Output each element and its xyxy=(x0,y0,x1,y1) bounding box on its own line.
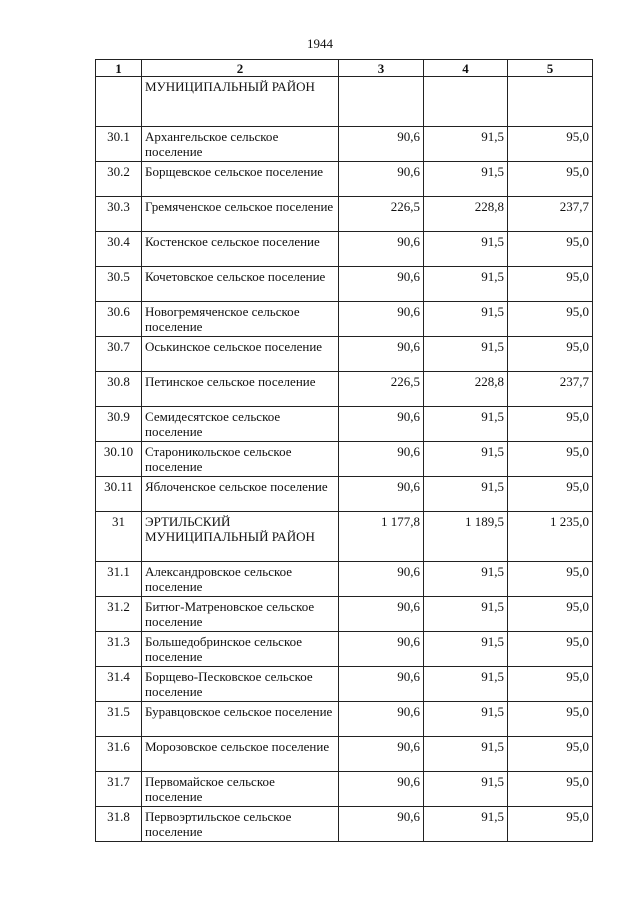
row-value-col3 xyxy=(339,77,424,127)
row-value-col4: 91,5 xyxy=(424,302,508,337)
row-value-col3: 90,6 xyxy=(339,267,424,302)
row-value-col5: 95,0 xyxy=(508,337,593,372)
row-value-col5: 95,0 xyxy=(508,442,593,477)
row-name: Борщевское сельское поселение xyxy=(142,162,339,197)
table-row xyxy=(96,407,593,442)
page-number: 1944 xyxy=(307,36,333,51)
budget-table xyxy=(95,59,593,842)
row-value-col3: 90,6 xyxy=(339,597,424,632)
table-row xyxy=(96,442,593,477)
row-value-col3: 90,6 xyxy=(339,337,424,372)
row-name: Морозовское сельское поселение xyxy=(142,737,339,772)
table-row xyxy=(96,597,593,632)
row-code: 30.10 xyxy=(96,442,142,477)
row-value-col3: 226,5 xyxy=(339,197,424,232)
row-name: Новогремяченское сельское поселение xyxy=(142,302,339,337)
row-value-col4: 91,5 xyxy=(424,337,508,372)
table-row xyxy=(96,267,593,302)
row-value-col5: 95,0 xyxy=(508,737,593,772)
row-name: Староникольское сельское поселение xyxy=(142,442,339,477)
row-value-col5: 95,0 xyxy=(508,162,593,197)
row-value-col3: 226,5 xyxy=(339,372,424,407)
row-name: Александровское сельское поселение xyxy=(142,562,339,597)
row-value-col4: 91,5 xyxy=(424,562,508,597)
row-code: 30.3 xyxy=(96,197,142,232)
column-header-3: 3 xyxy=(339,60,424,77)
row-name: Костенское сельское поселение xyxy=(142,232,339,267)
row-code xyxy=(96,77,142,127)
row-value-col4: 91,5 xyxy=(424,597,508,632)
row-value-col5 xyxy=(508,77,593,127)
row-value-col4: 228,8 xyxy=(424,197,508,232)
column-header-4: 4 xyxy=(424,60,508,77)
row-value-col5: 95,0 xyxy=(508,597,593,632)
row-value-col4: 91,5 xyxy=(424,407,508,442)
row-name: Кочетовское сельское поселение xyxy=(142,267,339,302)
table-row xyxy=(96,127,593,162)
row-value-col5: 1 235,0 xyxy=(508,512,593,562)
row-code: 30.1 xyxy=(96,127,142,162)
table-row xyxy=(96,197,593,232)
table-body xyxy=(96,77,593,842)
row-value-col3: 90,6 xyxy=(339,162,424,197)
row-name: МУНИЦИПАЛЬНЫЙ РАЙОН xyxy=(142,77,339,127)
row-value-col3: 90,6 xyxy=(339,737,424,772)
row-value-col3: 90,6 xyxy=(339,477,424,512)
row-name: Петинское сельское поселение xyxy=(142,372,339,407)
row-value-col5: 95,0 xyxy=(508,807,593,842)
row-value-col5: 95,0 xyxy=(508,772,593,807)
row-value-col4: 91,5 xyxy=(424,772,508,807)
row-value-col3: 90,6 xyxy=(339,442,424,477)
row-value-col3: 90,6 xyxy=(339,807,424,842)
row-value-col5: 95,0 xyxy=(508,702,593,737)
row-name: Гремяченское сельское поселение xyxy=(142,197,339,232)
table-row xyxy=(96,372,593,407)
row-value-col4: 228,8 xyxy=(424,372,508,407)
row-value-col4: 91,5 xyxy=(424,632,508,667)
row-value-col3: 90,6 xyxy=(339,667,424,702)
column-header-2: 2 xyxy=(142,60,339,77)
row-value-col4: 91,5 xyxy=(424,477,508,512)
row-name: Борщево-Песковское сельское поселение xyxy=(142,667,339,702)
row-value-col4: 91,5 xyxy=(424,442,508,477)
row-code: 30.6 xyxy=(96,302,142,337)
row-code: 30.11 xyxy=(96,477,142,512)
table-row xyxy=(96,772,593,807)
row-code: 30.8 xyxy=(96,372,142,407)
row-value-col5: 237,7 xyxy=(508,197,593,232)
row-code: 30.5 xyxy=(96,267,142,302)
table-row xyxy=(96,512,593,562)
row-value-col3: 90,6 xyxy=(339,562,424,597)
table-row xyxy=(96,232,593,267)
row-code: 31.3 xyxy=(96,632,142,667)
row-value-col5: 237,7 xyxy=(508,372,593,407)
row-value-col5: 95,0 xyxy=(508,302,593,337)
table-row xyxy=(96,807,593,842)
row-value-col4: 91,5 xyxy=(424,702,508,737)
column-header-5: 5 xyxy=(508,60,593,77)
row-code: 30.9 xyxy=(96,407,142,442)
row-name: Оськинское сельское поселение xyxy=(142,337,339,372)
row-name: Семидесятское сельское поселение xyxy=(142,407,339,442)
row-code: 30.2 xyxy=(96,162,142,197)
row-value-col3: 90,6 xyxy=(339,302,424,337)
row-value-col5: 95,0 xyxy=(508,562,593,597)
table-row xyxy=(96,737,593,772)
table-row xyxy=(96,632,593,667)
row-value-col3: 90,6 xyxy=(339,702,424,737)
row-name: Яблоченское сельское поселение xyxy=(142,477,339,512)
row-value-col5: 95,0 xyxy=(508,232,593,267)
row-name: Первомайское сельское поселение xyxy=(142,772,339,807)
row-value-col5: 95,0 xyxy=(508,267,593,302)
table-row xyxy=(96,702,593,737)
row-code: 31.7 xyxy=(96,772,142,807)
row-code: 31.2 xyxy=(96,597,142,632)
row-name: Битюг-Матреновское сельское поселение xyxy=(142,597,339,632)
row-value-col3: 90,6 xyxy=(339,772,424,807)
table-row xyxy=(96,562,593,597)
row-value-col3: 90,6 xyxy=(339,407,424,442)
row-value-col4: 91,5 xyxy=(424,232,508,267)
row-value-col4: 91,5 xyxy=(424,267,508,302)
column-header-1: 1 xyxy=(96,60,142,77)
row-name: Большедобринское сельское поселение xyxy=(142,632,339,667)
row-value-col4 xyxy=(424,77,508,127)
row-code: 31.8 xyxy=(96,807,142,842)
row-value-col4: 91,5 xyxy=(424,667,508,702)
row-value-col5: 95,0 xyxy=(508,127,593,162)
row-code: 31 xyxy=(96,512,142,562)
row-value-col4: 91,5 xyxy=(424,127,508,162)
row-name: Буравцовское сельское поселение xyxy=(142,702,339,737)
row-code: 31.5 xyxy=(96,702,142,737)
row-name: Первоэртильское сельское поселение xyxy=(142,807,339,842)
row-value-col4: 91,5 xyxy=(424,162,508,197)
row-code: 31.4 xyxy=(96,667,142,702)
table-row xyxy=(96,77,593,127)
table-row xyxy=(96,667,593,702)
row-code: 30.7 xyxy=(96,337,142,372)
row-value-col5: 95,0 xyxy=(508,477,593,512)
table-row xyxy=(96,302,593,337)
row-name: ЭРТИЛЬСКИЙ МУНИЦИПАЛЬНЫЙ РАЙОН xyxy=(142,512,339,562)
row-value-col4: 91,5 xyxy=(424,737,508,772)
row-value-col3: 90,6 xyxy=(339,127,424,162)
table-row xyxy=(96,477,593,512)
table-row xyxy=(96,337,593,372)
row-value-col3: 1 177,8 xyxy=(339,512,424,562)
row-code: 31.1 xyxy=(96,562,142,597)
table-row xyxy=(96,162,593,197)
row-value-col3: 90,6 xyxy=(339,232,424,267)
table-header-row xyxy=(96,60,593,77)
row-value-col3: 90,6 xyxy=(339,632,424,667)
row-name: Архангельское сельское поселение xyxy=(142,127,339,162)
row-value-col5: 95,0 xyxy=(508,407,593,442)
row-code: 30.4 xyxy=(96,232,142,267)
row-value-col4: 1 189,5 xyxy=(424,512,508,562)
row-value-col5: 95,0 xyxy=(508,632,593,667)
row-code: 31.6 xyxy=(96,737,142,772)
row-value-col5: 95,0 xyxy=(508,667,593,702)
row-value-col4: 91,5 xyxy=(424,807,508,842)
